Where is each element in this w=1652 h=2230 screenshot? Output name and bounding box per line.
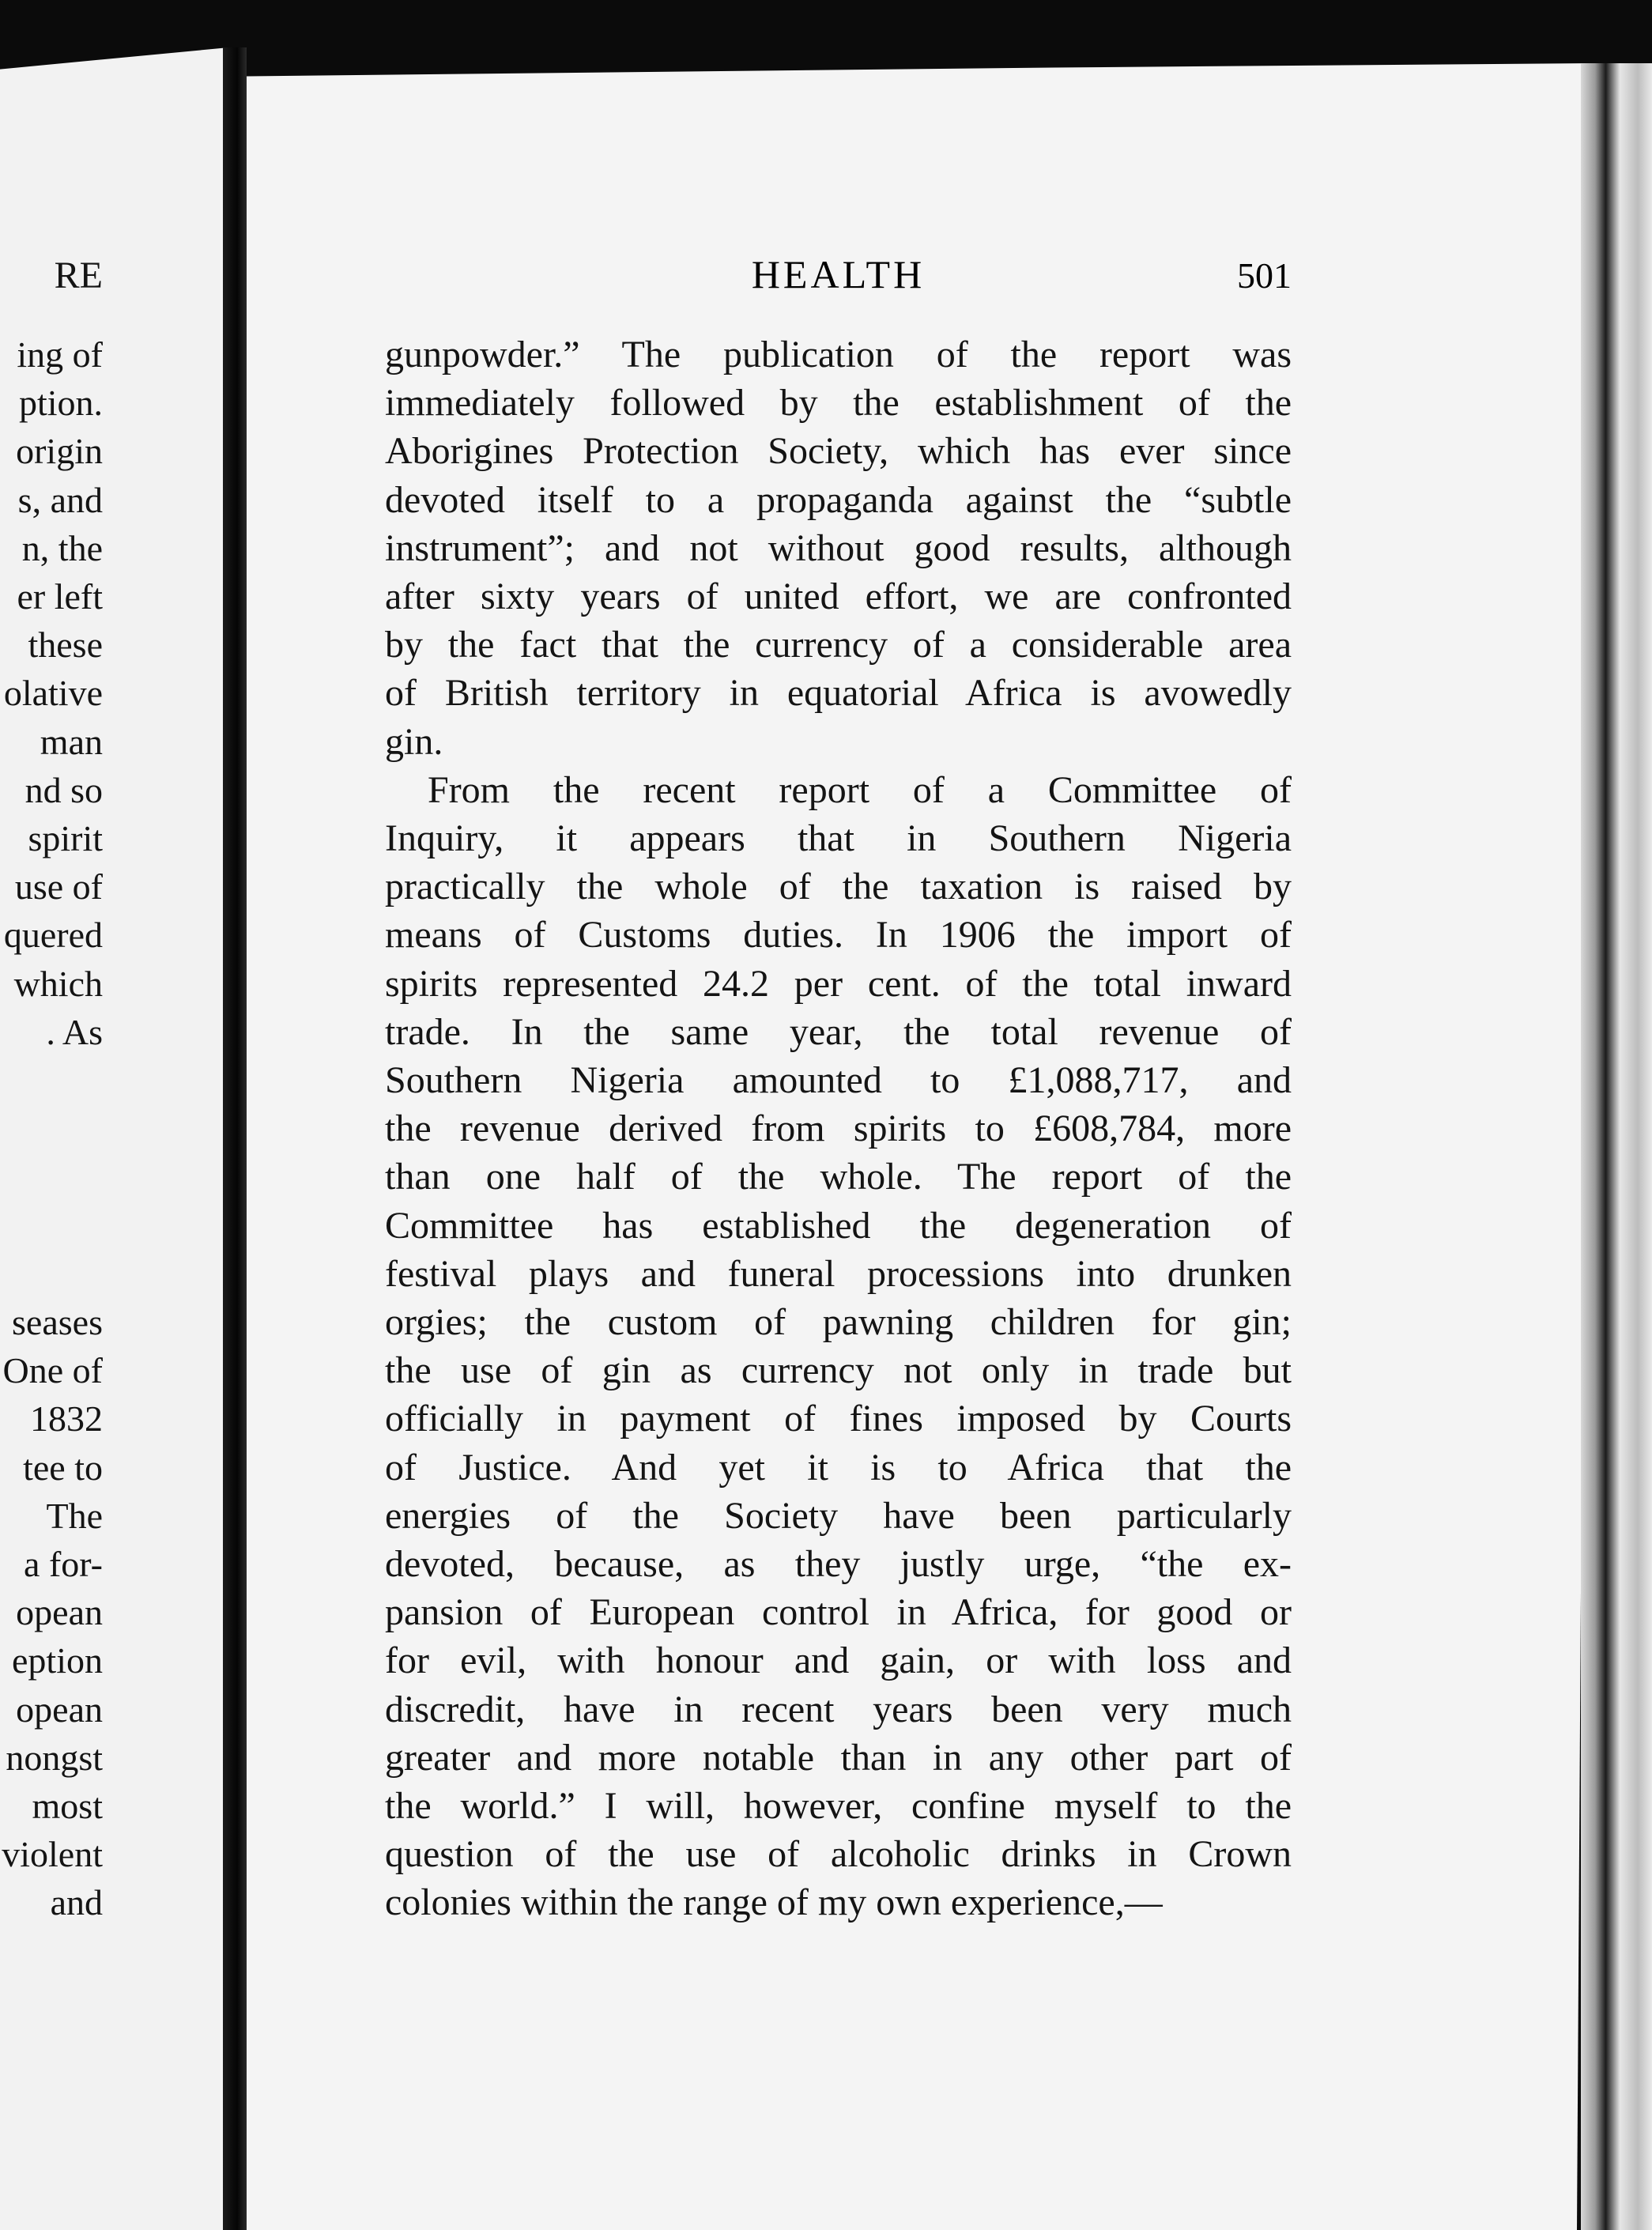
facing-page-line: a for- (24, 1544, 103, 1584)
facing-page-line: 1832 (30, 1398, 103, 1440)
text-line: by the fact that the currency of a considerable area (385, 624, 1292, 666)
text-line: the revenue derived from spirits to £608,784, more (385, 1107, 1292, 1150)
text-line: after sixty years of united effort, we are confronted (385, 575, 1292, 617)
facing-page-line: opean (16, 1689, 103, 1730)
facing-page-line: ing of (17, 334, 103, 375)
facing-page-line: these (28, 624, 103, 666)
text-line: of Justice. And yet it is to Africa that the (385, 1446, 1292, 1489)
facing-page-line: which (13, 963, 103, 1004)
text-line: energies of the Society have been particularly (385, 1494, 1292, 1537)
facing-page-line: nongst (6, 1737, 103, 1778)
facing-page-line: violent (2, 1834, 103, 1875)
facing-page-line: spirit (28, 818, 103, 858)
running-title: HEALTH (751, 252, 926, 296)
facing-page-line: use of (14, 866, 103, 907)
text-line: the world.” I will, however, confine myself to the (385, 1785, 1292, 1827)
text-line: means of Customs duties. In 1906 the import of (385, 914, 1292, 957)
facing-page-line: n, the (21, 527, 103, 568)
text-line: Southern Nigeria amounted to £1,088,717, and (385, 1059, 1292, 1101)
facing-page-line: origin (16, 431, 103, 472)
page-number: 501 (1237, 255, 1292, 296)
running-head (385, 251, 1292, 300)
facing-page-line: tee to (23, 1447, 103, 1488)
text-line: discredit, have in recent years been very much (385, 1688, 1292, 1730)
page-edge (1581, 63, 1652, 2230)
book-gutter (223, 47, 247, 2230)
text-line: Committee has established the degeneration of (385, 1204, 1292, 1247)
facing-page-line: most (32, 1786, 103, 1826)
facing-page-line: ption. (18, 383, 103, 424)
text-line: trade. In the same year, the total revenue of (385, 1010, 1292, 1053)
text-line: devoted itself to a propaganda against the “subtle (385, 478, 1292, 521)
body-text (385, 330, 1292, 1943)
text-line: Inquiry, it appears that in Southern Nigeria (385, 817, 1292, 859)
text-line: spirits represented 24.2 per cent. of the total inward (385, 962, 1292, 1005)
facing-page-line: eption (12, 1640, 103, 1681)
facing-page-line: seases (12, 1302, 103, 1342)
text-line: orgies; the custom of pawning children for gin; (385, 1301, 1292, 1343)
facing-page-text (0, 0, 103, 2230)
text-line: immediately followed by the establishment of the (385, 382, 1292, 424)
facing-page-line: . As (46, 1011, 103, 1052)
text-line: for evil, with honour and gain, or with loss and (385, 1639, 1292, 1682)
text-line: colonies within the range of my own experience,— (385, 1881, 1163, 1924)
text-line: pansion of European control in Africa, for good or (385, 1591, 1292, 1634)
text-line: than one half of the whole. The report of the (385, 1156, 1292, 1198)
text-line: practically the whole of the taxation is raised by (385, 866, 1292, 908)
text-line: devoted, because, as they justly urge, “the ex- (385, 1543, 1292, 1585)
facing-page-line: nd so (25, 769, 103, 810)
text-line: instrument”; and not without good results, although (385, 526, 1292, 569)
facing-page-line: One of (2, 1350, 103, 1391)
facing-page-line: olative (3, 673, 103, 714)
text-line: festival plays and funeral processions into drunken (385, 1252, 1292, 1295)
facing-page-line: man (40, 721, 103, 762)
text-line: the use of gin as currency not only in trade but (385, 1349, 1292, 1392)
facing-page-header: RE (54, 255, 103, 296)
text-line: From the recent report of a Committee of (428, 768, 1292, 811)
facing-page-line: quered (3, 915, 103, 956)
text-line: gunpowder.” The publication of the report was (385, 334, 1292, 375)
facing-page-line: opean (16, 1592, 103, 1633)
text-line: gin. (385, 720, 443, 763)
text-line: Aborigines Protection Society, which has ever since (385, 430, 1292, 473)
text-line: officially in payment of fines imposed by Courts (385, 1398, 1292, 1440)
facing-page-line: s, and (17, 479, 103, 520)
facing-page-line: The (46, 1495, 103, 1536)
text-line: question of the use of alcoholic drinks in Crown (385, 1833, 1292, 1876)
text-line: greater and more notable than in any other part of (385, 1736, 1292, 1779)
facing-page-line: er left (17, 576, 103, 617)
text-line: of British territory in equatorial Africa is avowedly (385, 672, 1292, 715)
facing-page-line: and (50, 1882, 103, 1923)
